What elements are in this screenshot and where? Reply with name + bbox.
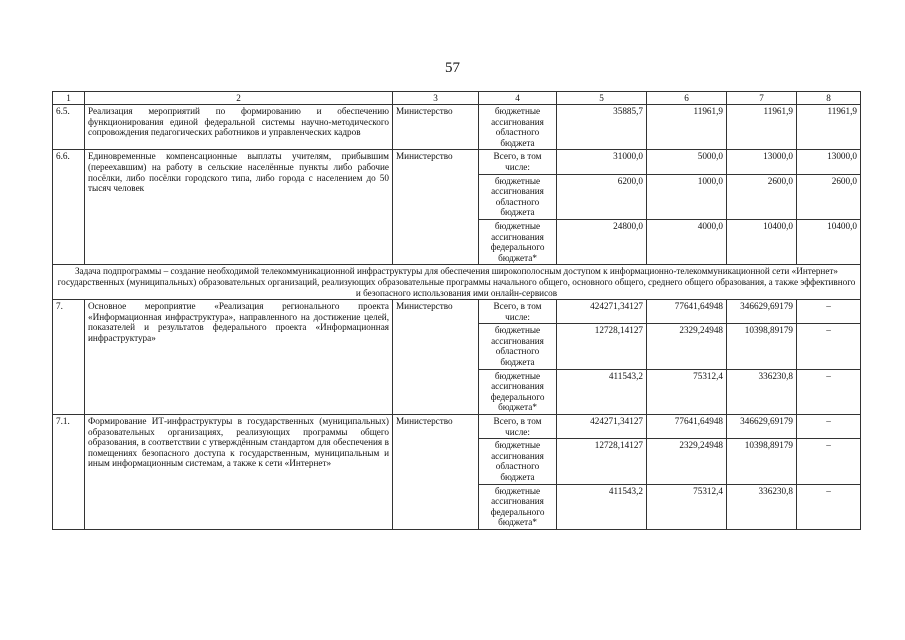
value-col8: 11961,9 xyxy=(797,105,861,150)
row-number: 6.5. xyxy=(53,105,85,150)
col-header: 3 xyxy=(393,92,479,105)
value-col7: 11961,9 xyxy=(727,105,797,150)
value-col6: 75312,4 xyxy=(647,484,727,529)
funding-source: бюджетные ассигнования федерального бюджета* xyxy=(479,219,557,264)
row-description: Единовременные компенсационные выплаты учителям, прибывшим (переехавшим) на работу в сельские населённые пункты либо рабочие посёлки, либо посёлки городского типа, либо города с населением до 50 тысяч человек xyxy=(85,150,393,265)
value-col6: 5000,0 xyxy=(647,150,727,174)
funding-source: Всего, в том числе: xyxy=(479,150,557,174)
value-col6: 1000,0 xyxy=(647,174,727,219)
funding-source: бюджетные ассигнования областного бюджета xyxy=(479,174,557,219)
funding-source: Всего, в том числе: xyxy=(479,415,557,439)
row-executor: Министерство xyxy=(393,415,479,530)
value-col7: 10398,89179 xyxy=(727,324,797,369)
value-col8: 13000,0 xyxy=(797,150,861,174)
header-row xyxy=(53,92,861,105)
value-col8: 2600,0 xyxy=(797,174,861,219)
funding-source: бюджетные ассигнования федерального бюджета* xyxy=(479,369,557,414)
col-header: 1 xyxy=(53,92,85,105)
value-col7: 10400,0 xyxy=(727,219,797,264)
value-col5: 12728,14127 xyxy=(557,324,647,369)
value-col5: 35885,7 xyxy=(557,105,647,150)
value-col5: 24800,0 xyxy=(557,219,647,264)
row-executor: Министерство xyxy=(393,300,479,415)
row-number: 7. xyxy=(53,300,85,415)
table-row xyxy=(53,105,861,150)
funding-source: бюджетные ассигнования федерального бюджета* xyxy=(479,484,557,529)
value-col7: 346629,69179 xyxy=(727,300,797,324)
value-col6: 77641,64948 xyxy=(647,300,727,324)
col-header: 2 xyxy=(85,92,393,105)
value-col8: – xyxy=(797,324,861,369)
value-col5: 424271,34127 xyxy=(557,300,647,324)
value-col5: 6200,0 xyxy=(557,174,647,219)
row-description: Реализация мероприятий по формированию и обеспечению функционирования единой федеральной системы научно-методического сопровождения педагогических работников и управленческих кадров xyxy=(85,105,393,150)
funding-source: бюджетные ассигнования областного бюджета xyxy=(479,439,557,484)
task-row xyxy=(53,265,861,300)
row-executor: Министерство xyxy=(393,105,479,150)
value-col5: 12728,14127 xyxy=(557,439,647,484)
table-row xyxy=(53,300,861,324)
value-col6: 2329,24948 xyxy=(647,439,727,484)
value-col8: – xyxy=(797,415,861,439)
value-col8: 10400,0 xyxy=(797,219,861,264)
table-row xyxy=(53,150,861,174)
row-description: Основное мероприятие «Реализация регионального проекта «Информационная инфраструктура», направленного на достижение целей, показателей и результатов федерального проекта «Информационная инфраструктура» xyxy=(85,300,393,415)
value-col6: 75312,4 xyxy=(647,369,727,414)
value-col5: 424271,34127 xyxy=(557,415,647,439)
value-col8: – xyxy=(797,439,861,484)
value-col7: 13000,0 xyxy=(727,150,797,174)
value-col8: – xyxy=(797,484,861,529)
funding-source: бюджетные ассигнования областного бюджета xyxy=(479,105,557,150)
budget-table xyxy=(52,91,861,530)
value-col6: 2329,24948 xyxy=(647,324,727,369)
value-col8: – xyxy=(797,369,861,414)
funding-source: бюджетные ассигнования областного бюджета xyxy=(479,324,557,369)
value-col6: 77641,64948 xyxy=(647,415,727,439)
value-col7: 336230,8 xyxy=(727,484,797,529)
funding-source: Всего, в том числе: xyxy=(479,300,557,324)
col-header: 6 xyxy=(647,92,727,105)
task-text: Задача подпрограммы – создание необходимой телекоммуникационной инфраструктуры для обеспечения широкополосным доступом к информационно-телекоммуникационной сети «Интернет» государственных (муниципальных) образовательных организаций, реализующих образовательные программы начального общего, основного общего, среднего общего образования, а также эффективного и безопасного использования ими онлайн-сервисов xyxy=(53,265,861,300)
row-number: 6.6. xyxy=(53,150,85,265)
row-executor: Министерство xyxy=(393,150,479,265)
value-col7: 10398,89179 xyxy=(727,439,797,484)
value-col7: 346629,69179 xyxy=(727,415,797,439)
value-col5: 411543,2 xyxy=(557,484,647,529)
col-header: 7 xyxy=(727,92,797,105)
table-row xyxy=(53,415,861,439)
value-col5: 411543,2 xyxy=(557,369,647,414)
row-description: Формирование ИТ-инфраструктуры в государственных (муниципальных) образовательных организациях, реализующих программы общего образования, в соответствии с утверждённым стандартом для обеспечения в помещениях безопасного доступа к государственным, муниципальным и иным информационным системам, а также к сети «Интернет» xyxy=(85,415,393,530)
value-col7: 336230,8 xyxy=(727,369,797,414)
col-header: 5 xyxy=(557,92,647,105)
value-col6: 4000,0 xyxy=(647,219,727,264)
value-col7: 2600,0 xyxy=(727,174,797,219)
value-col5: 31000,0 xyxy=(557,150,647,174)
row-number: 7.1. xyxy=(53,415,85,530)
col-header: 4 xyxy=(479,92,557,105)
value-col8: – xyxy=(797,300,861,324)
page-number: 57 xyxy=(445,60,460,76)
col-header: 8 xyxy=(797,92,861,105)
value-col6: 11961,9 xyxy=(647,105,727,150)
